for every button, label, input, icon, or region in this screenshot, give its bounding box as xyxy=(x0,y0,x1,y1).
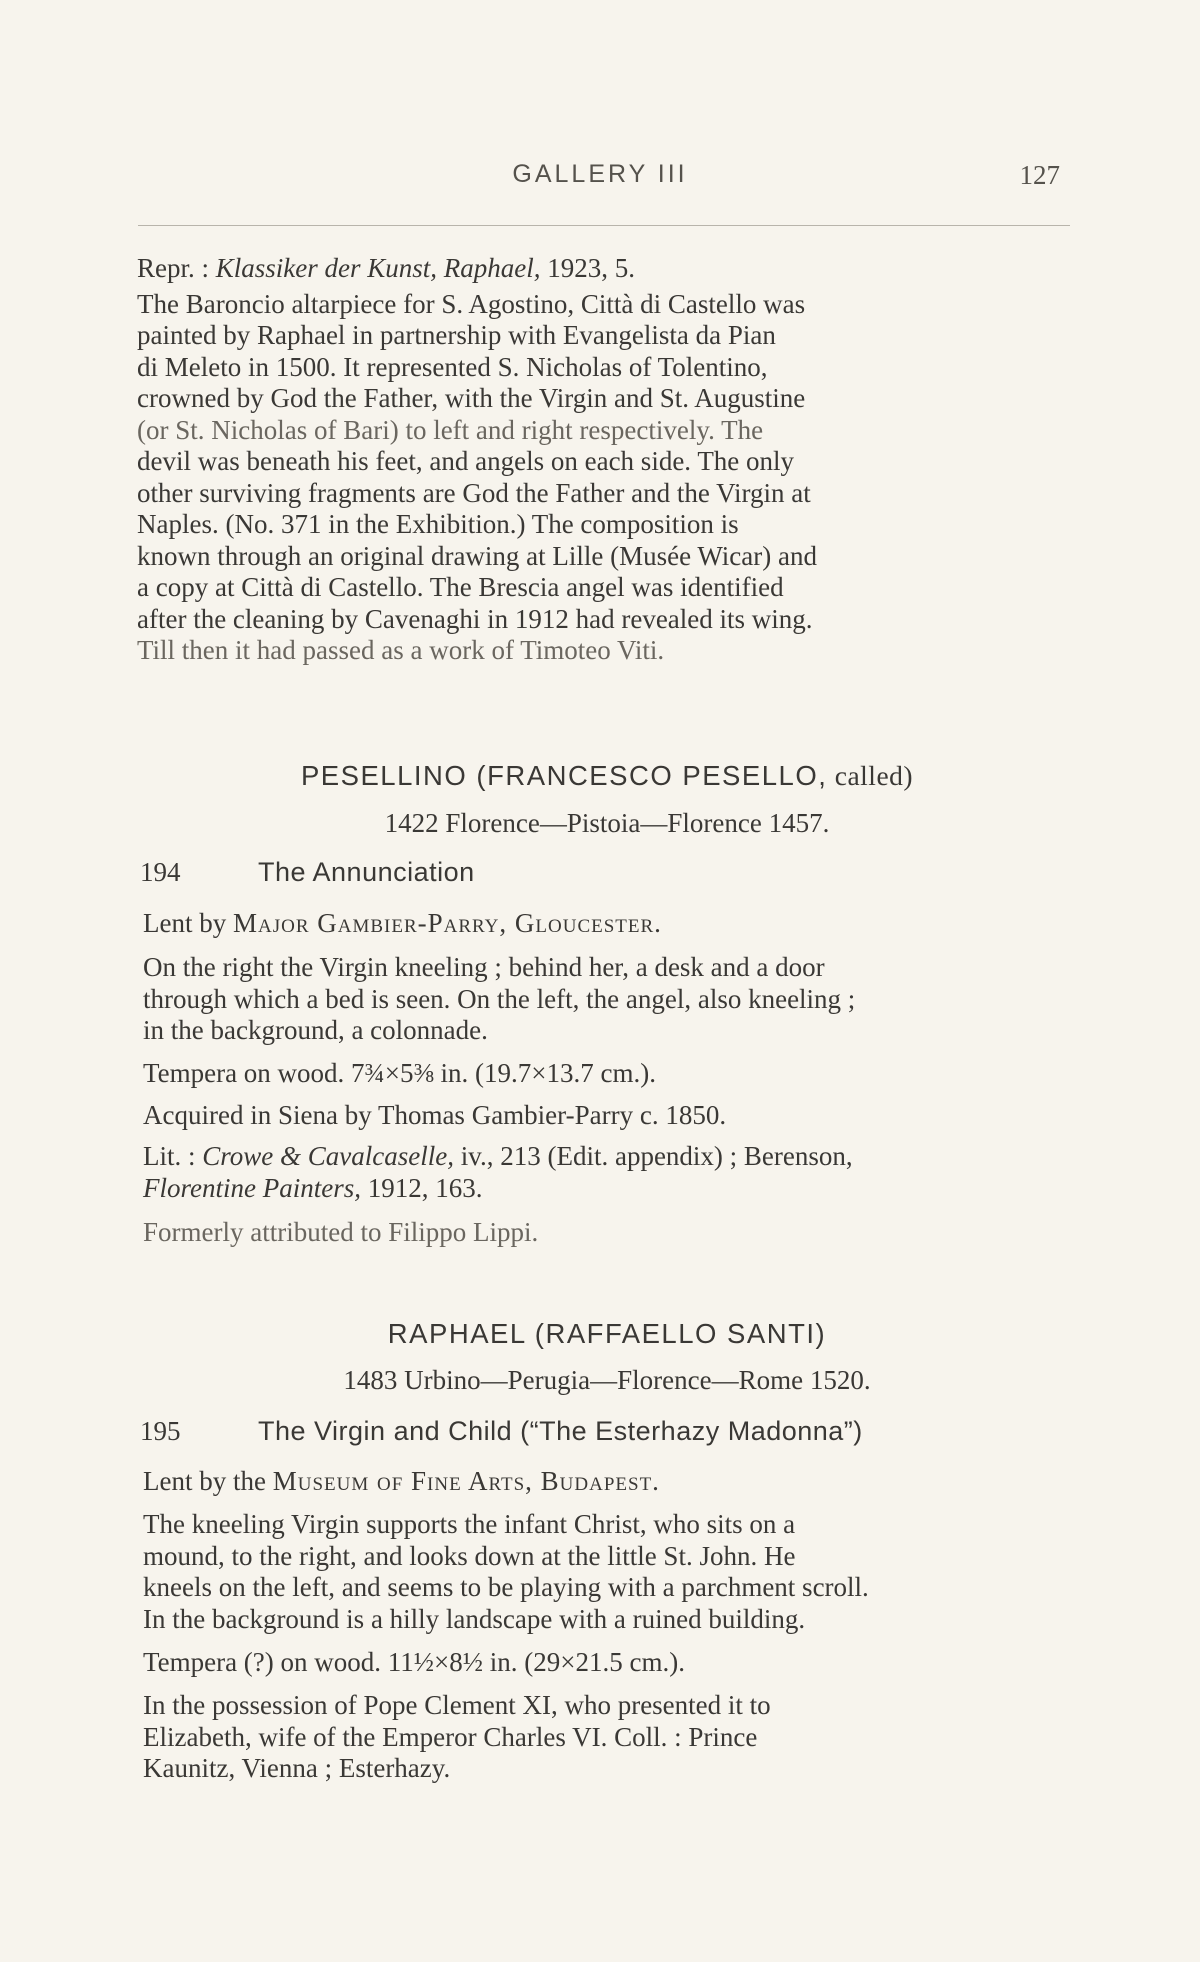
repr-suffix: 1923, 5. xyxy=(540,253,635,283)
lender-line xyxy=(143,908,1078,940)
provenance xyxy=(143,1690,1078,1785)
medium-line: Tempera on wood. 7¾×5⅜ in. (19.7×13.7 cm.). xyxy=(143,1058,656,1088)
artist-dates: 1422 Florence—Pistoia—Florence 1457. xyxy=(384,808,830,838)
repr-line xyxy=(137,253,1077,285)
artist-dates: 1483 Urbino—Perugia—Florence—Rome 1520. xyxy=(343,1365,871,1395)
artist-heading-pesellino xyxy=(137,760,1077,792)
lender-line xyxy=(143,1466,1078,1498)
intro-line: painted by Raphael in partnership with Evangelista da Pian xyxy=(137,320,776,350)
lent-prefix: Lent by xyxy=(143,908,233,938)
lender-name: Major Gambier-Parry, Gloucester. xyxy=(232,908,662,938)
repr-title: Klassiker der Kunst, Raphael, xyxy=(215,253,541,283)
artist-suffix: called) xyxy=(827,760,914,791)
literature-line xyxy=(143,1141,1078,1173)
catalogue-entry-195 xyxy=(140,1416,1080,1447)
intro-line: other surviving fragments are God the Father and the Virgin at xyxy=(137,477,811,508)
intro-line: after the cleaning by Cavenaghi in 1912 had revealed its wing. xyxy=(137,603,813,634)
intro-line: (or St. Nicholas of Bari) to left and right respectively. The xyxy=(137,414,764,445)
lent-prefix: Lent by the xyxy=(143,1466,273,1496)
lit-reference: iv., 213 (Edit. appendix) ; Berenson, xyxy=(453,1141,853,1171)
page-number: 127 xyxy=(1019,160,1060,190)
description-line: mound, to the right, and looks down at the little St. John. He xyxy=(143,1540,796,1571)
intro-line: Naples. (No. 371 in the Exhibition.) The composition is xyxy=(137,509,739,539)
attribution-line: Formerly attributed to Filippo Lippi. xyxy=(143,1217,539,1247)
description xyxy=(143,952,1078,1047)
entry-title: The Annunciation xyxy=(258,857,475,887)
description-line: In the background is a hilly landscape with a ruined building. xyxy=(143,1603,806,1634)
intro-line: The Baroncio altarpiece for S. Agostino, Città di Castello was xyxy=(137,288,806,319)
intro-line: di Meleto in 1500. It represented S. Nicholas of Tolentino, xyxy=(137,351,768,382)
literature-line xyxy=(143,1173,1078,1205)
description-line: On the right the Virgin kneeling ; behind her, a desk and a door xyxy=(143,952,825,982)
artist-name: RAPHAEL (RAFFAELLO SANTI) xyxy=(387,1318,827,1349)
lit-reference: 1912, 163. xyxy=(360,1172,483,1203)
lender-name: Museum of Fine Arts, Budapest. xyxy=(272,1466,660,1496)
provenance-line: In the possession of Pope Clement XI, who presented it to xyxy=(143,1690,771,1720)
artist-name: PESELLINO (FRANCESCO PESELLO, xyxy=(300,760,828,791)
lit-source: Florentine Painters, xyxy=(143,1172,361,1203)
lit-source: Crowe & Cavalcaselle, xyxy=(202,1141,454,1171)
description-line: through which a bed is seen. On the left, the angel, also kneeling ; xyxy=(143,983,856,1014)
description-line: The kneeling Virgin supports the infant Christ, who sits on a xyxy=(143,1509,796,1539)
running-title: GALLERY III xyxy=(512,160,688,188)
provenance-line: Elizabeth, wife of the Emperor Charles VI. Coll. : Prince xyxy=(143,1721,758,1752)
provenance-line: Kaunitz, Vienna ; Esterhazy. xyxy=(143,1753,451,1783)
artist-heading-raphael xyxy=(137,1318,1077,1350)
intro-line: devil was beneath his feet, and angels on each side. The only xyxy=(137,446,795,476)
header-rule xyxy=(138,225,1070,226)
description xyxy=(143,1509,1078,1635)
description-line: kneels on the left, and seems to be playing with a parchment scroll. xyxy=(143,1572,869,1602)
acquired-line: Acquired in Siena by Thomas Gambier-Parry c. 1850. xyxy=(143,1100,727,1130)
literature xyxy=(143,1141,1078,1204)
medium-line: Tempera (?) on wood. 11½×8½ in. (29×21.5 cm.). xyxy=(143,1647,685,1677)
description-line: in the background, a colonnade. xyxy=(143,1015,488,1045)
catalogue-entry-194 xyxy=(140,857,1080,888)
intro-line: a copy at Città di Castello. The Brescia angel was identified xyxy=(137,572,784,602)
entry-number: 195 xyxy=(140,1416,181,1446)
entry-number: 194 xyxy=(140,857,181,887)
lit-prefix: Lit. : xyxy=(143,1141,203,1171)
intro-line: crowned by God the Father, with the Virgin and St. Augustine xyxy=(137,383,806,413)
entry-title: The Virgin and Child (“The Esterhazy Madonna”) xyxy=(258,1416,863,1446)
intro-line: known through an original drawing at Lille (Musée Wicar) and xyxy=(137,540,817,571)
intro-line: Till then it had passed as a work of Timoteo Viti. xyxy=(137,635,665,665)
repr-prefix: Repr. : xyxy=(137,253,216,283)
running-head xyxy=(140,160,1060,200)
intro-section xyxy=(137,253,1077,667)
